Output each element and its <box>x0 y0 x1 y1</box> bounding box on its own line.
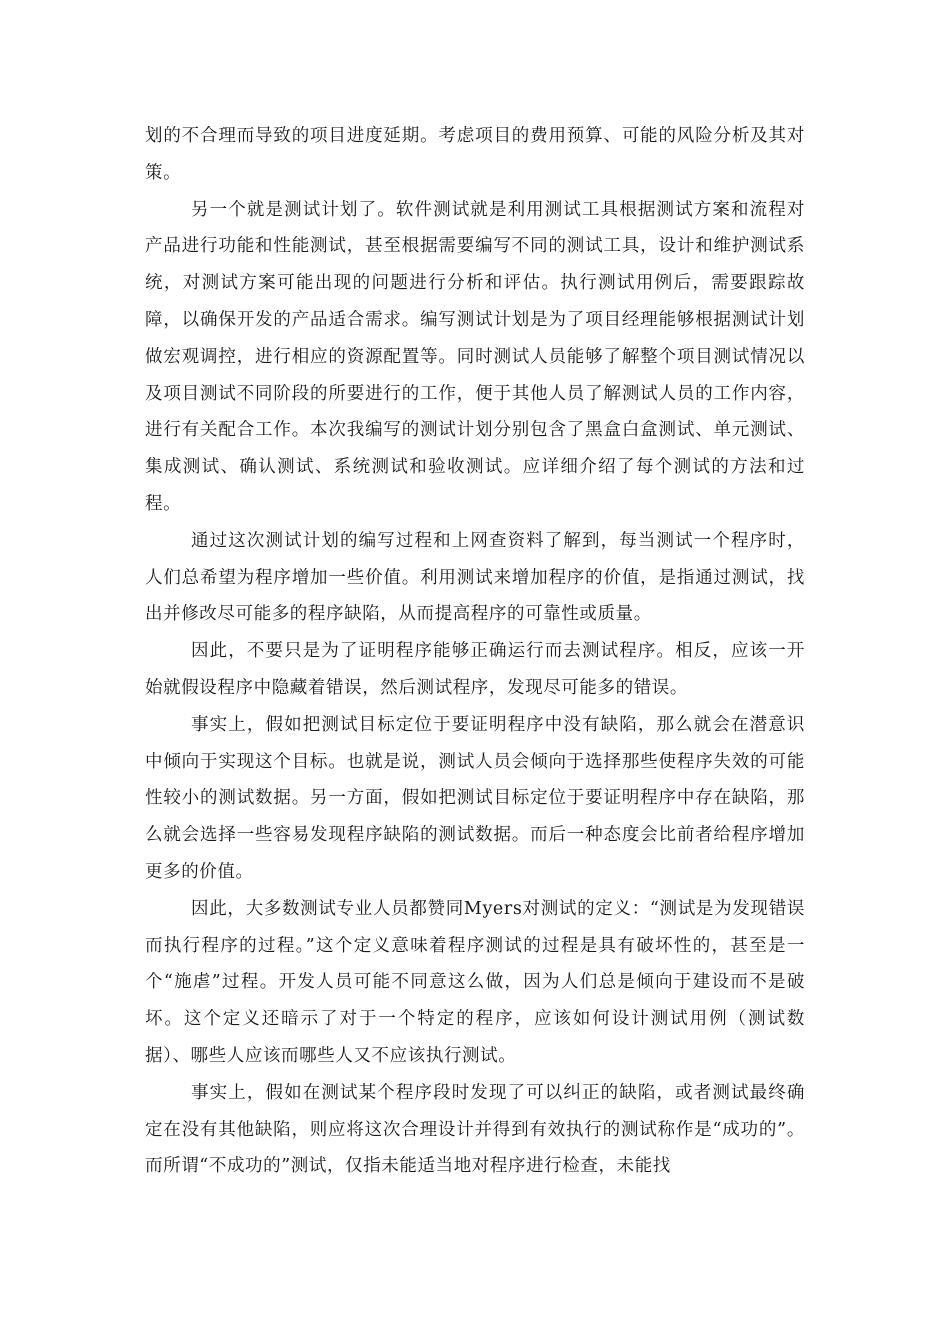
paragraph-6: 因此，大多数测试专业人员都赞同Myers对测试的定义：“测试是为发现错误而执行程序的过程。”这个定义意味着程序测试的过程是具有破坏性的，甚至是一个“施虐”过程。开发人员可能不同意这么做，因为人们总是倾向于建设而不是破坏。这个定义还暗示了对于一个特定的程序，应该如何设计测试用例（测试数据）、哪些人应该而哪些人又不应该执行测试。 <box>145 898 805 1066</box>
paragraph-5: 事实上，假如把测试目标定位于要证明程序中没有缺陷，那么就会在潜意识中倾向于实现这个目标。也就是说，测试人员会倾向于选择那些使程序失效的可能性较小的测试数据。另一方面，假如把测试目标定位于要证明程序中存在缺陷，那么就会选择一些容易发现程序缺陷的测试数据。而后一种态度会比前者给程序增加更多的价值。 <box>145 714 805 882</box>
paragraph-1: 划的不合理而导致的项目进度延期。考虑项目的费用预算、可能的风险分析及其对策。 <box>145 126 805 183</box>
paragraph-4: 因此，不要只是为了证明程序能够正确运行而去测试程序。相反，应该一开始就假设程序中隐藏着错误，然后测试程序，发现尽可能多的错误。 <box>145 641 805 698</box>
document-page <box>145 118 805 1185</box>
paragraph-2: 另一个就是测试计划了。软件测试就是利用测试工具根据测试方案和流程对产品进行功能和性能测试，甚至根据需要编写不同的测试工具，设计和维护测试系统，对测试方案可能出现的问题进行分析和评估。执行测试用例后，需要跟踪故障，以确保开发的产品适合需求。编写测试计划是为了项目经理能够根据测试计划做宏观调控，进行相应的资源配置等。同时测试人员能够了解整个项目测试情况以及项目测试不同阶段的所要进行的工作，便于其他人员了解测试人员的工作内容，进行有关配合工作。本次我编写的测试计划分别包含了黑盒白盒测试、单元测试、集成测试、确认测试、系统测试和验收测试。应详细介绍了每个测试的方法和过程。 <box>145 199 805 514</box>
paragraph-3: 通过这次测试计划的编写过程和上网查资料了解到，每当测试一个程序时，人们总希望为程序增加一些价值。利用测试来增加程序的价值，是指通过测试，找出并修改尽可能多的程序缺陷，从而提高程序的可靠性或质量。 <box>145 530 805 625</box>
paragraph-7: 事实上，假如在测试某个程序段时发现了可以纠正的缺陷，或者测试最终确定在没有其他缺陷，则应将这次合理设计并得到有效执行的测试称作是“成功的”。而所谓“不成功的”测试，仅指未能适当地对程序进行检查，未能找 <box>145 1082 805 1177</box>
